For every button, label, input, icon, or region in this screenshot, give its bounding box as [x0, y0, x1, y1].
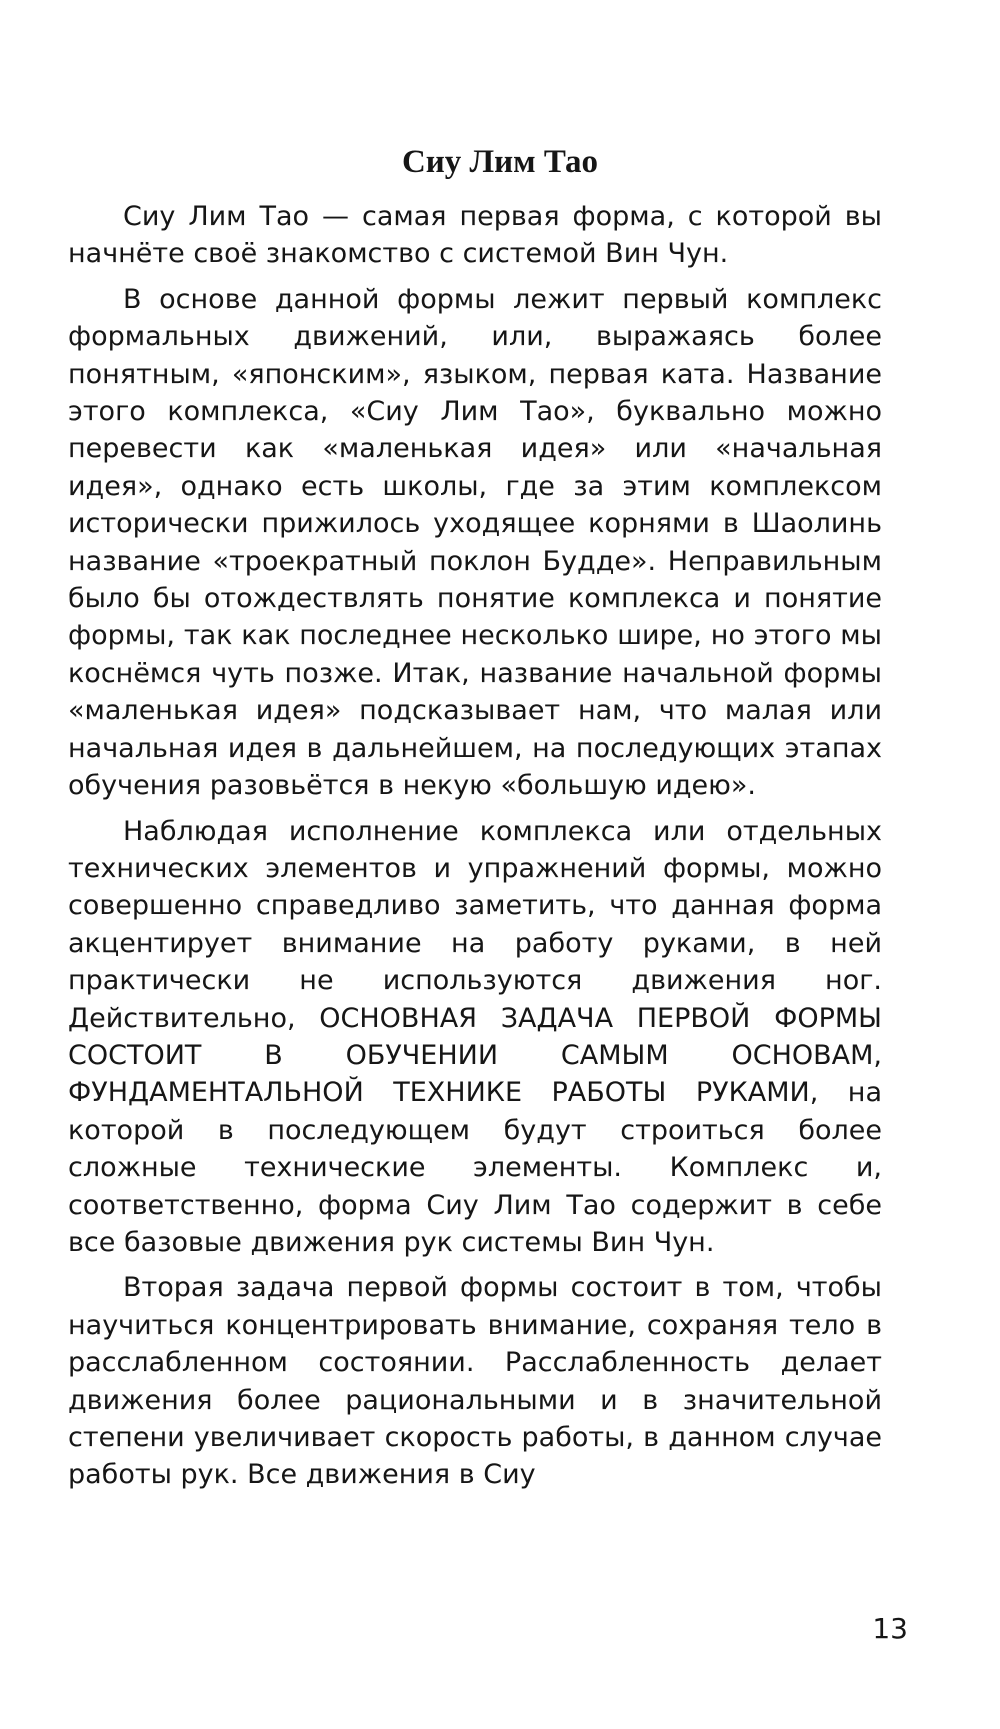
- paragraph-3: Наблюдая исполнение комплекса или отдельных технических элементов и упражнений формы, можно совершенно справедливо заметить, что данная форма акцентирует внимание на работу руками, в ней практически не используются движения ног. Действительно, ОСНОВНАЯ ЗАДАЧА ПЕРВОЙ ФОРМЫ СОСТОИТ В ОБУЧЕНИИ САМЫМ ОСНОВАМ, ФУНДАМЕНТАЛЬНОЙ ТЕХНИКЕ РАБОТЫ РУКАМИ, на которой в последующем будут строиться более сложные технические элементы. Комплекс и, соответственно, форма Сиу Лим Тао содержит в себе все базовые движения рук системы Вин Чун.: [68, 815, 882, 1258]
- page-number: 13: [872, 1612, 908, 1645]
- paragraph-2: В основе данной формы лежит первый комплекс формальных движений, или, выражаясь более понятным, «японским», языком, первая ката. Название этого комплекса, «Сиу Лим Тао», буквально можно перевести как «маленькая идея» или «начальная идея», однако есть школы, где за этим комплексом исторически прижилось уходящее корнями в Шаолинь название «троекратный поклон Будде». Неправильным было бы отождествлять понятие комплекса и понятие формы, так как последнее несколько шире, но этого мы коснёмся чуть позже. Итак, название начальной формы «маленькая идея» подсказывает нам, что малая или начальная идея в дальнейшем, на последующих этапах обучения разовьётся в некую «большую идею».: [68, 283, 882, 802]
- paragraph-4: Вторая задача первой формы состоит в том, чтобы научиться концентрировать внимание, сохраняя тело в расслабленном состоянии. Расслабленность делает движения более рациональными и в значительной степени увеличивает скорость работы, в данном случае работы рук. Все движения в Сиу: [68, 1272, 882, 1491]
- chapter-title: Сиу Лим Тао: [401, 144, 599, 180]
- body-text: [68, 198, 882, 1494]
- paragraph-1: Сиу Лим Тао — самая первая форма, с которой вы начнёте своё знакомство с системой Вин Чун.: [68, 201, 882, 270]
